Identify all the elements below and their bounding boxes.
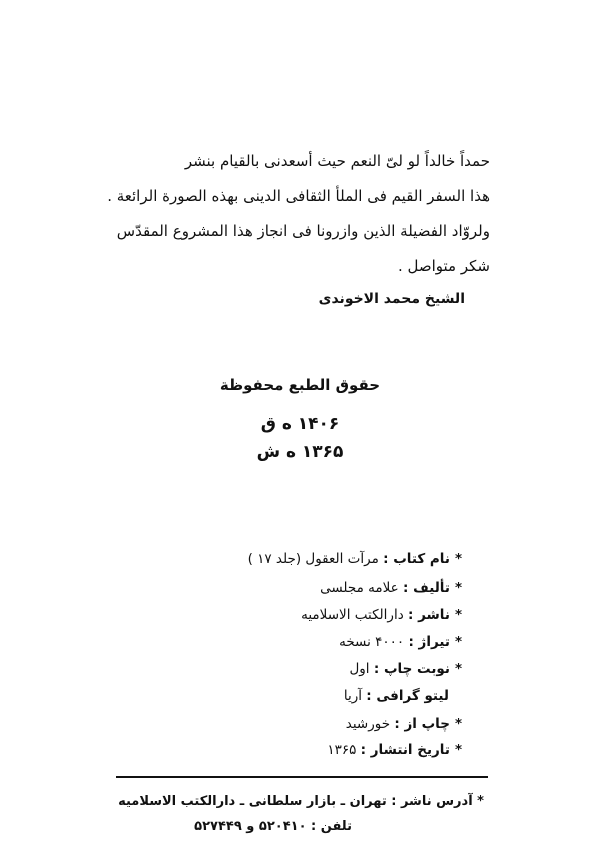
detail-value: آریا: [343, 688, 362, 704]
detail-value: ۴۰۰۰ نسخه: [339, 634, 405, 650]
bullet-mark: *: [454, 607, 462, 623]
detail-publisher: [301, 607, 462, 623]
detail-edition: [349, 661, 462, 677]
detail-label: ناشر :: [408, 607, 450, 623]
detail-label: لیتو گرافی :: [366, 688, 449, 704]
bullet-mark: *: [454, 580, 462, 596]
bullet-mark: *: [454, 716, 462, 732]
year-shamsi: ۱۳۶۵ ه ش: [256, 442, 344, 462]
publisher-address: * آدرس ناشر : تهران ـ بازار سلطانی ـ دارالکتب الاسلامیه: [118, 794, 484, 809]
detail-label: تألیف :: [403, 580, 450, 596]
detail-author: [320, 580, 462, 596]
detail-print-run: [339, 634, 462, 650]
detail-printer: [346, 716, 462, 732]
detail-value: خورشید: [345, 716, 391, 732]
detail-publication-date: [327, 742, 462, 758]
publisher-phone: تلفن : ۵۲۰۴۱۰ و ۵۲۷۴۴۹: [194, 819, 352, 834]
detail-value: علامه مجلسی: [320, 580, 399, 596]
detail-label: تاریخ انتشار :: [360, 742, 450, 758]
footer-divider: [116, 776, 488, 778]
detail-value: دارالکتب الاسلامیه: [301, 607, 404, 623]
detail-value: اول: [349, 661, 370, 677]
bullet-mark: *: [454, 551, 462, 567]
detail-lithography: [344, 688, 454, 704]
intro-line-3: ولروّاد الفضیلة الذین وازرونا فی انجاز هذا المشروع المقدّس: [116, 222, 490, 240]
detail-label: نام کتاب :: [383, 551, 450, 567]
intro-line-4: شکر متواصل .: [397, 257, 490, 275]
detail-label: تیراژ :: [408, 634, 450, 650]
signature: الشیخ محمد الاخوندی: [318, 291, 465, 307]
detail-book-title: [248, 551, 462, 567]
intro-line-2: هذا السفر القیم فی الملأ الثقافی الدینی بهذه الصورة الرائعة .: [107, 187, 490, 205]
intro-line-1: حمداً خالداً لو لیّ النعم حیث أسعدنی بالقیام بنشر: [184, 152, 490, 170]
detail-value: ۱۳۶۵: [327, 742, 357, 758]
copyright-notice: حقوق الطبع محفوظة: [219, 376, 381, 394]
detail-label: چاپ از :: [394, 716, 450, 732]
bullet-mark: *: [454, 742, 462, 758]
bullet-mark: *: [454, 634, 462, 650]
year-qamari: ۱۴۰۶ ه ق: [260, 414, 340, 434]
bullet-mark: *: [454, 661, 462, 677]
detail-value: مرآت العقول (جلد ۱۷ ): [247, 551, 379, 567]
detail-label: نوبت چاپ :: [373, 661, 450, 677]
